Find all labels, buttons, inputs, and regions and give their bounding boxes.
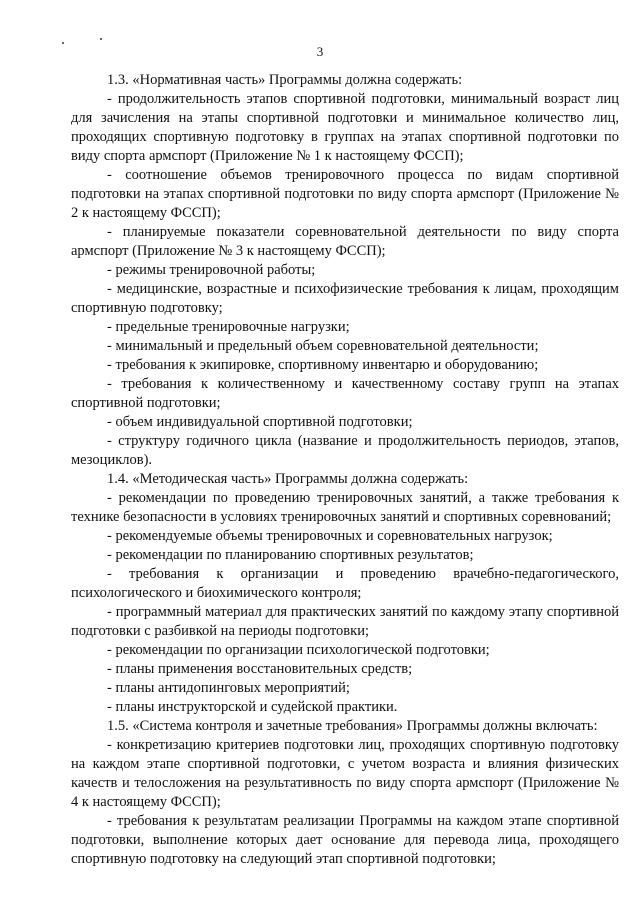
list-item: - требования к количественному и качественному составу групп на этапах спортивной подготовки; bbox=[71, 376, 619, 411]
list-item: - рекомендации по планированию спортивных результатов; bbox=[107, 547, 474, 563]
list-item: - планы инструкторской и судейской практики. bbox=[107, 699, 398, 715]
list-item: - требования к экипировке, спортивному инвентарю и оборудованию; bbox=[107, 357, 539, 373]
list-item: - конкретизацию критериев подготовки лиц, проходящих спортивную подготовку на каждом этапе спортивной подготовки, с учетом возраста и влияния физических качеств и телосложения на результативность по виду спорта армспорт (Приложение № 4 к настоящему ФССП); bbox=[71, 737, 619, 810]
section-heading-1-3: 1.3. «Нормативная часть» Программы должна содержать: bbox=[107, 72, 463, 88]
list-item: - рекомендуемые объемы тренировочных и соревновательных нагрузок; bbox=[107, 528, 553, 544]
document-body bbox=[71, 71, 619, 869]
list-item: - рекомендации по проведению тренировочных занятий, а также требования к технике безопасности в условиях тренировочных занятий и спортивных соревнований; bbox=[71, 490, 619, 525]
scan-dot bbox=[100, 38, 102, 40]
list-item: - медицинские, возрастные и психофизические требования к лицам, проходящим спортивную подготовку; bbox=[71, 281, 619, 316]
list-item: - планы антидопинговых мероприятий; bbox=[107, 680, 350, 696]
list-item: - программный материал для практических занятий по каждому этапу спортивной подготовки с разбивкой на периоды подготовки; bbox=[71, 604, 619, 639]
list-item: - режимы тренировочной работы; bbox=[107, 262, 316, 278]
list-item: - минимальный и предельный объем соревновательной деятельности; bbox=[107, 338, 539, 354]
list-item: - планируемые показатели соревновательной деятельности по виду спорта армспорт (Приложение № 3 к настоящему ФССП); bbox=[71, 224, 619, 259]
list-item: - продолжительность этапов спортивной подготовки, минимальный возраст лиц для зачисления на этапы спортивной подготовки и минимальное количество лиц, проходящих спортивную подготовку в группах на этапах спортивной подготовки по виду спорта армспорт (Приложение № 1 к настоящему ФССП); bbox=[71, 91, 619, 164]
list-item: - структуру годичного цикла (название и продолжительность периодов, этапов, мезоциклов). bbox=[71, 433, 619, 468]
list-item: - рекомендации по организации психологической подготовки; bbox=[107, 642, 490, 658]
section-heading-1-5: 1.5. «Система контроля и зачетные требования» Программы должны включать: bbox=[107, 718, 598, 734]
list-item: - объем индивидуальной спортивной подготовки; bbox=[107, 414, 413, 430]
list-item: - предельные тренировочные нагрузки; bbox=[107, 319, 350, 335]
list-item: - планы применения восстановительных средств; bbox=[107, 661, 413, 677]
list-item: - соотношение объемов тренировочного процесса по видам спортивной подготовки на этапах спортивной подготовки по виду спорта армспорт (Приложение № 2 к настоящему ФССП); bbox=[71, 167, 619, 221]
list-item: - требования к результатам реализации Программы на каждом этапе спортивной подготовки, выполнение которых дает основание для перевода лица, проходящего спортивную подготовку на следующий этап спортивной подготовки; bbox=[71, 813, 619, 867]
page-number: 3 bbox=[316, 44, 324, 59]
list-item: - требования к организации и проведению врачебно-педагогического, психологического и биохимического контроля; bbox=[71, 566, 619, 601]
section-heading-1-4: 1.4. «Методическая часть» Программы должна содержать: bbox=[107, 471, 469, 487]
